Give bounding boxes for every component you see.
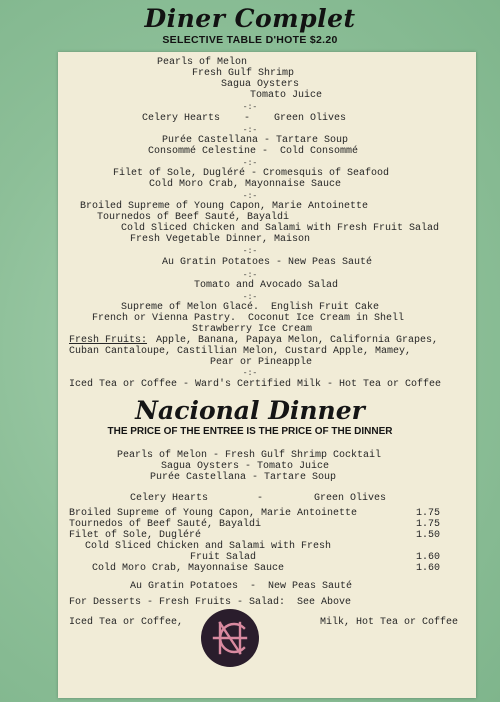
entree-price: 1.75 [415, 508, 440, 519]
menu-line: Au Gratin Potatoes - New Peas Sauté [130, 581, 353, 592]
entree-price: 1.60 [415, 563, 440, 574]
menu-line: Consommé Celestine - Cold Consommé [148, 146, 359, 157]
monogram-logo-icon [200, 608, 260, 668]
menu-line: Tournedos of Beef Sauté, Bayaldi [97, 212, 290, 223]
menu-line: Supreme of Melon Glacé. English Fruit Cake [121, 302, 380, 313]
menu-line: Purée Castellana - Tartare Soup [150, 472, 337, 483]
menu-line: Apple, Banana, Papaya Melon, California Grapes, [156, 335, 439, 346]
fresh-fruits-label: Fresh Fruits: [69, 335, 148, 346]
page-title: Diner Complet [144, 4, 356, 33]
menu-line: Cold Moro Crab, Mayonnaise Sauce [149, 179, 342, 190]
menu-line: Celery Hearts - Green Olives [142, 113, 347, 124]
menu-line: Filet of Sole, Dugléré - Cromesquis of Seafood [113, 168, 390, 179]
separator: -:- [242, 293, 258, 302]
entree-name: Cold Sliced Chicken and Salami with Fresh [85, 541, 332, 552]
entree-price: 1.75 [415, 519, 440, 530]
separator: -:- [242, 247, 258, 256]
menu-line: French or Vienna Pastry. Coconut Ice Cream in Shell [92, 313, 405, 324]
menu-line: Broiled Supreme of Young Capon, Marie Antoinette [80, 201, 369, 212]
entree-name: Broiled Supreme of Young Capon, Marie Antoinette [69, 508, 358, 519]
separator: -:- [242, 271, 258, 280]
menu-line: Strawberry Ice Cream [192, 324, 313, 335]
entree-name: Filet of Sole, Dugléré [69, 530, 202, 541]
entree-name: Tournedos of Beef Sauté, Bayaldi [69, 519, 262, 530]
separator: -:- [242, 369, 258, 378]
menu-line: Tomato and Avocado Salad [194, 280, 339, 291]
menu-line: Iced Tea or Coffee - Ward's Certified Milk - Hot Tea or Coffee [69, 379, 442, 390]
menu-line: Fresh Vegetable Dinner, Maison [130, 234, 311, 245]
entree-name: Cold Moro Crab, Mayonnaise Sauce [92, 563, 285, 574]
separator: -:- [242, 159, 258, 168]
price-subtitle: SELECTIVE TABLE D'HOTE $2.20 [162, 34, 338, 46]
menu-line: Tomato Juice [250, 90, 323, 101]
separator: -:- [242, 126, 258, 135]
menu-line: Sagua Oysters - Tomato Juice [161, 461, 330, 472]
nacional-subtitle: THE PRICE OF THE ENTREE IS THE PRICE OF THE DINNER [107, 426, 393, 437]
menu-line: For Desserts - Fresh Fruits - Salad: See Above [69, 597, 352, 608]
menu-line: Pearls of Melon [157, 57, 248, 68]
menu-line: Au Gratin Potatoes - New Peas Sauté [162, 257, 373, 268]
entree-price: 1.60 [415, 552, 440, 563]
green-olives: Green Olives [314, 493, 387, 504]
nacional-title: Nacional Dinner [135, 396, 365, 425]
menu-line: Fresh Gulf Shrimp [192, 68, 295, 79]
iced-tea-line: Iced Tea or Coffee, [69, 617, 184, 628]
dash: - [257, 493, 264, 504]
menu-line: Purée Castellana - Tartare Soup [162, 135, 349, 146]
milk-line: Milk, Hot Tea or Coffee [320, 617, 459, 628]
separator: -:- [242, 192, 258, 201]
menu-line: Cold Sliced Chicken and Salami with Fresh Fruit Salad [121, 223, 440, 234]
menu-line: Sagua Oysters [221, 79, 300, 90]
menu-line: Pear or Pineapple [210, 357, 313, 368]
entree-price: 1.50 [415, 530, 440, 541]
menu-line: Cuban Cantaloupe, Castillian Melon, Custard Apple, Mamey, [69, 346, 412, 357]
celery-hearts: Celery Hearts [130, 493, 209, 504]
entree-name: Fruit Salad [190, 552, 257, 563]
menu-line: Pearls of Melon - Fresh Gulf Shrimp Cocktail [117, 450, 382, 461]
separator: -:- [242, 103, 258, 112]
